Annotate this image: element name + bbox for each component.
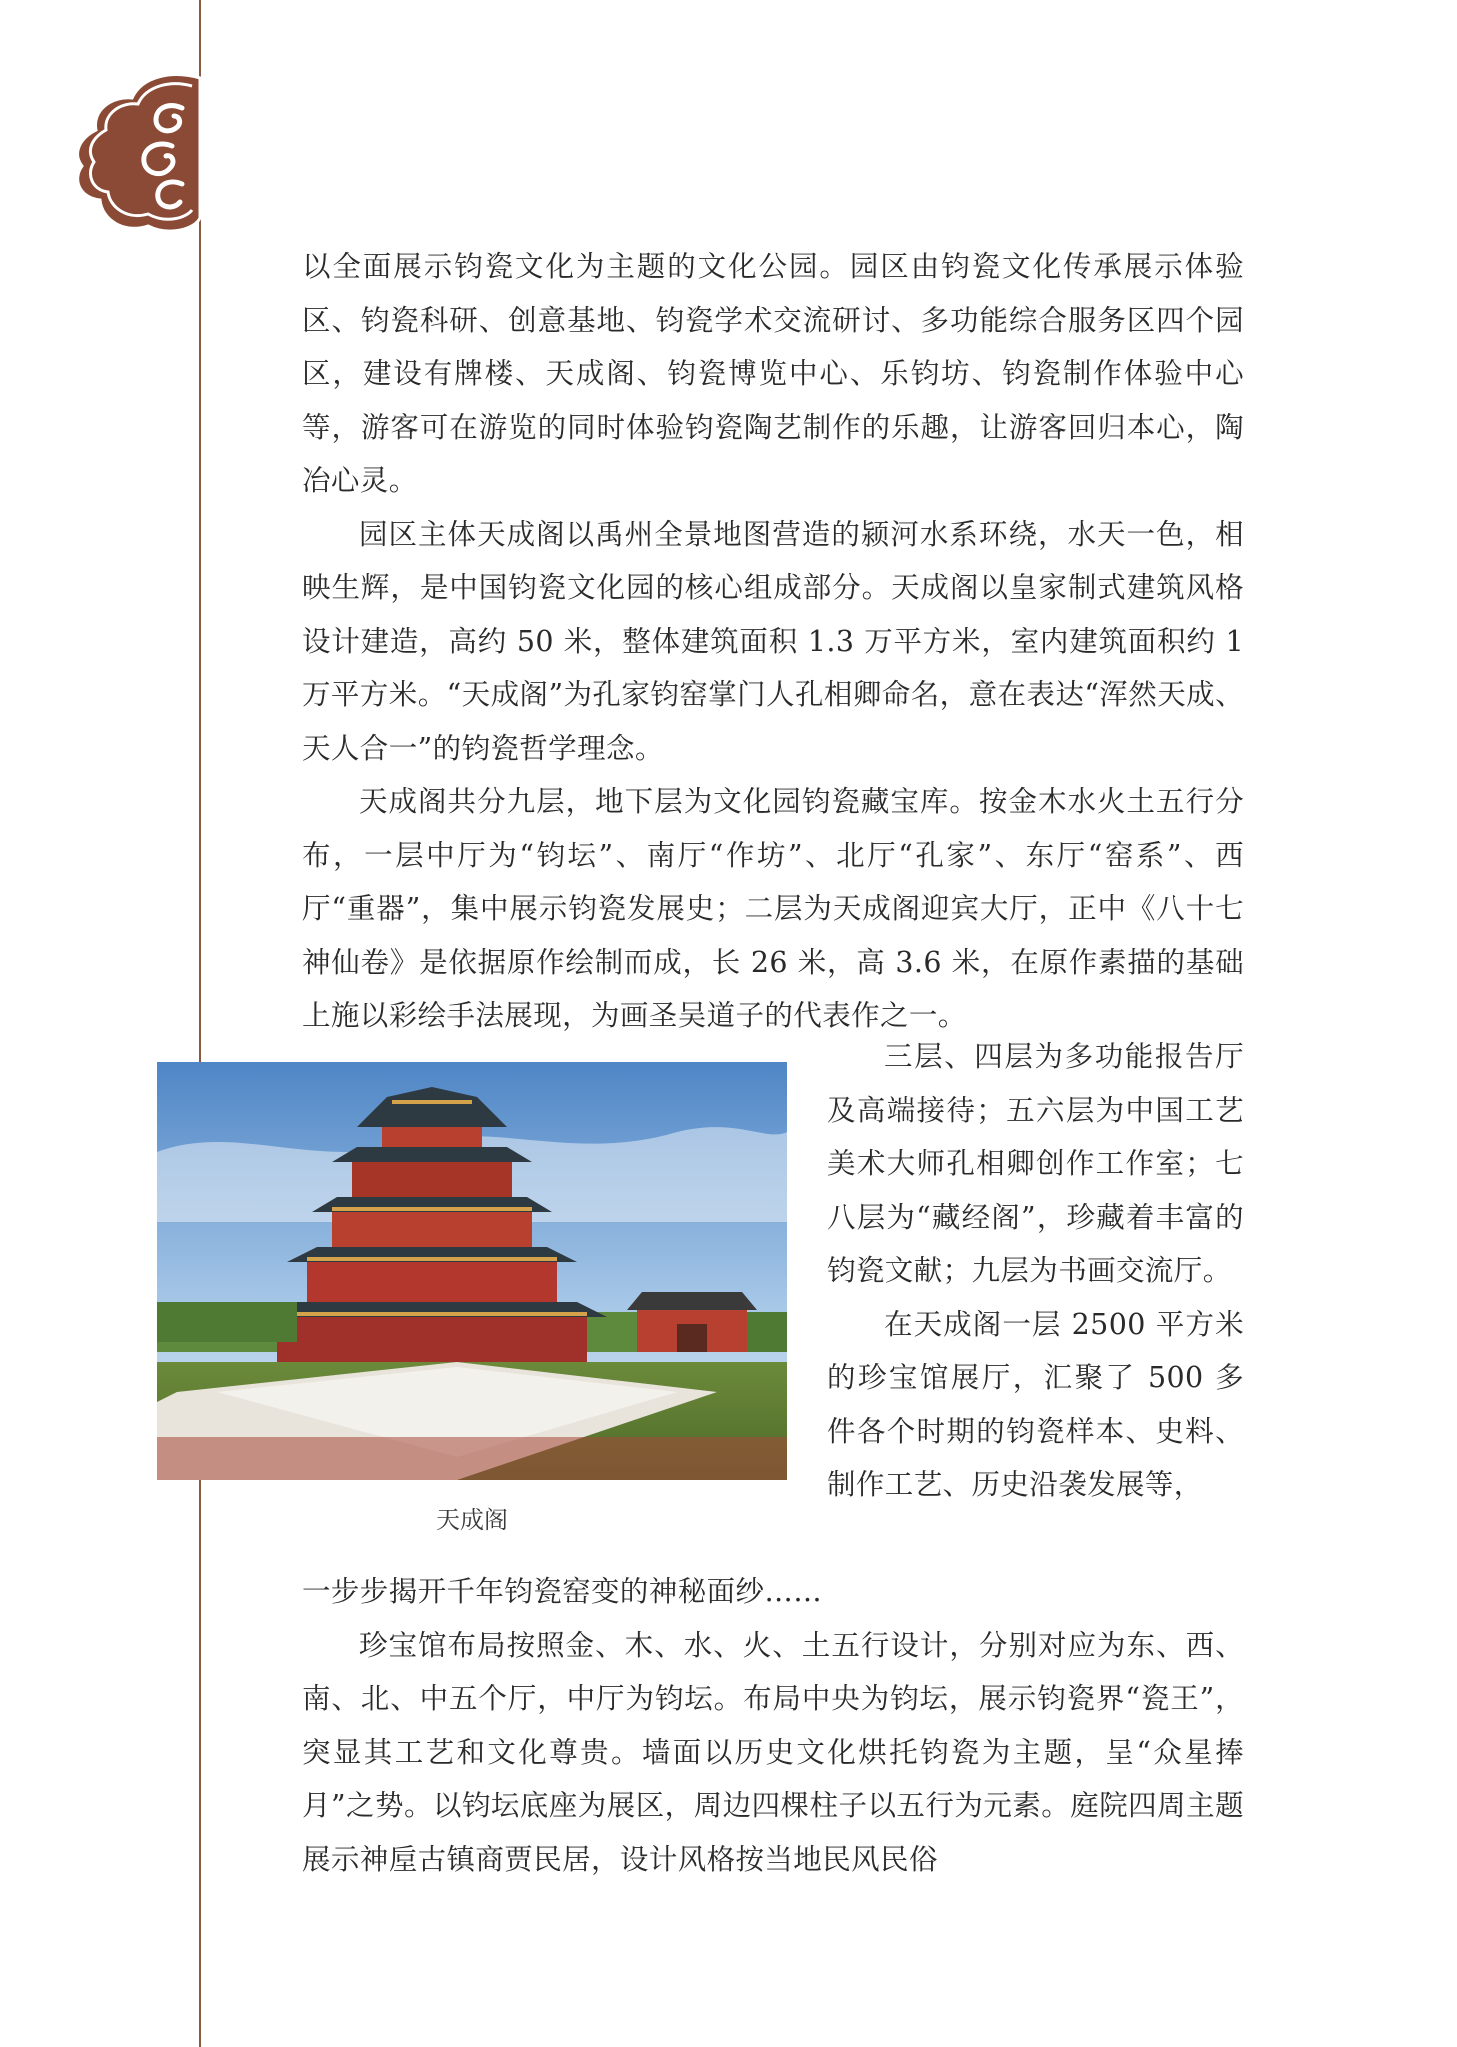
side-text — [827, 1030, 1244, 1512]
page-margin-line — [199, 0, 201, 2047]
main-text-bottom — [302, 1565, 1244, 1886]
gate-shape — [627, 1292, 757, 1352]
paragraph-treasure-layout: 珍宝馆布局按照金、木、水、火、土五行设计，分别对应为东、西、南、北、中五个厅，中厅为钧坛。布局中央为钧坛，展示钧瓷界“瓷王”，突显其工艺和文化尊贵。墙面以历史文化烘托钧瓷为主题，呈“众星捧月”之势。以钧坛底座为展区，周边四棵柱子以五行为元素。庭院四周主题展示神垕古镇商贾民居，设计风格按当地民风民俗 — [302, 1628, 1244, 1876]
tianchengge-photo — [157, 1062, 787, 1480]
paragraph-intro: 以全面展示钧瓷文化为主题的文化公园。园区由钧瓷文化传承展示体验区、钧瓷科研、创意基地、钧瓷学术交流研讨、多功能综合服务区四个园区，建设有牌楼、天成阁、钧瓷博览中心、乐钧坊、钧瓷制作体验中心等，游客可在游览的同时体验钧瓷陶艺制作的乐趣，让游客回归本心，陶冶心灵。 — [302, 250, 1244, 497]
paragraph-continue: 一步步揭开千年钧瓷窑变的神秘面纱…… — [302, 1575, 823, 1608]
paragraph-tianchengge-intro: 园区主体天成阁以禹州全景地图营造的颍河水系环绕，水天一色，相映生辉，是中国钧瓷文化园的核心组成部分。天成阁以皇家制式建筑风格设计建造，高约 50 米，整体建筑面积 1.3 万平方米，室内建筑面积约 1 万平方米。“天成阁”为孔家钧窑掌门人孔相卿命名，意在表达“浑然天成、天人合一”的钧瓷哲学理念。 — [302, 517, 1244, 765]
paragraph-upper-floors: 三层、四层为多功能报告厅及高端接待；五六层为中国工艺美术大师孔相卿创作工作室；七八层为“藏经阁”，珍藏着丰富的钧瓷文献；九层为书画交流厅。 — [827, 1040, 1244, 1287]
paragraph-treasure-hall: 在天成阁一层 2500 平方米的珍宝馆展厅，汇聚了 500 多件各个时期的钧瓷样本、史料、制作工艺、历史沿袭发展等， — [827, 1307, 1244, 1501]
main-text-top — [302, 240, 1244, 1043]
paragraph-nine-floors: 天成阁共分九层，地下层为文化园钧瓷藏宝库。按金木水火土五行分布，一层中厅为“钧坛”、南厅“作坊”、北厅“孔家”、东厅“窑系”、西厅“重器”，集中展示钧瓷发展史；二层为天成阁迎宾大厅，正中《八十七神仙卷》是依据原作绘制而成，长 26 米，高 3.6 米，在原作素描的基础上施以彩绘手法展现，为画圣吴道子的代表作之一。 — [302, 785, 1244, 1032]
photo-caption: 天成阁 — [436, 1506, 508, 1534]
cloud-ornament-icon — [72, 68, 206, 238]
